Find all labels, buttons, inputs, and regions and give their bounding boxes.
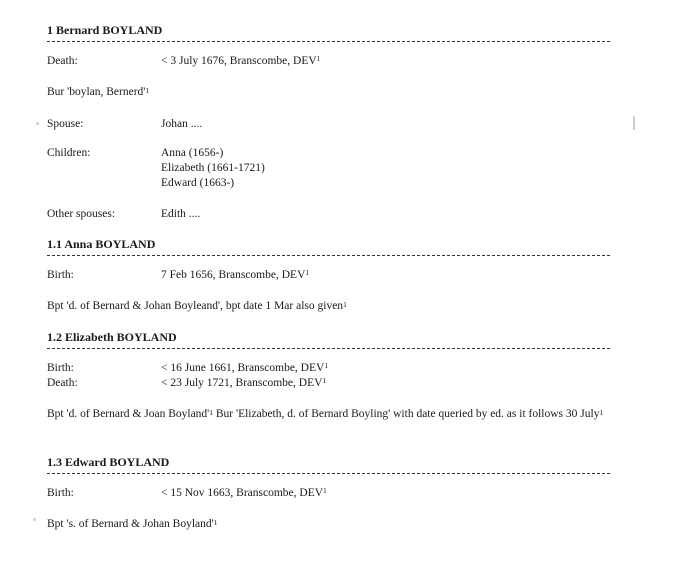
- death-label: Death:: [47, 55, 78, 67]
- spouse-label: Spouse:: [47, 118, 84, 130]
- section-elizabeth: [47, 330, 610, 349]
- birth-label: Birth:: [47, 362, 74, 374]
- birth-label: Birth:: [47, 269, 74, 281]
- scan-speck: [633, 116, 635, 130]
- birth-label: Birth:: [47, 487, 74, 499]
- scan-speck: [33, 518, 36, 521]
- other-spouses-label: Other spouses:: [47, 208, 116, 220]
- birth-value: < 16 June 1661, Branscombe, DEV$^1$: [161, 361, 329, 374]
- birth-value: 7 Feb 1656, Branscombe, DEV$^1$: [161, 268, 310, 281]
- dashed-divider: [47, 348, 610, 349]
- birth-value: < 15 Nov 1663, Branscombe, DEV$^1$: [161, 486, 327, 499]
- dashed-divider: [47, 473, 610, 474]
- burial-note: Bur 'boylan, $Bernerd'^1$: [47, 86, 150, 98]
- section-edward: [47, 455, 610, 474]
- children-label: Children:: [47, 147, 91, 159]
- child-item: Anna (1656-): [161, 147, 224, 159]
- child-item: Edward (1663-): [161, 177, 235, 189]
- baptism-note: Bpt 's. of Bernard & Johan $Boyland'^1$: [47, 518, 218, 530]
- person-heading: 1.2 Elizabeth BOYLAND: [47, 330, 177, 344]
- person-heading: 1.3 Edward BOYLAND: [47, 455, 170, 469]
- child-item: Elizabeth (1661-1721): [161, 162, 265, 174]
- death-label: Death:: [47, 377, 78, 389]
- section-bernard: [47, 23, 610, 42]
- baptism-burial-note: Bpt 'd. of Bernard & Joan $Boyland'^1$ Bur 'Elizabeth, d. of Bernard Boyling' with date queried by ed. as it follows 30 July$^1$: [47, 408, 604, 420]
- section-anna: [47, 237, 610, 256]
- spouse-value: Johan ....: [161, 118, 203, 130]
- person-heading: 1.1 Anna BOYLAND: [47, 237, 156, 251]
- death-value: < 23 July 1721, Branscombe, DEV$^1$: [161, 376, 327, 389]
- dashed-divider: [47, 255, 610, 256]
- scan-speck: [36, 122, 39, 125]
- baptism-note: Bpt 'd. of Bernard & Johan Boyleand', bpt date 1 Mar also given$^1$: [47, 300, 347, 312]
- dashed-divider: [47, 41, 610, 42]
- death-value: < 3 July 1676, Branscombe, DEV$^1$: [161, 54, 321, 67]
- person-heading: 1 Bernard BOYLAND: [47, 23, 163, 37]
- other-spouses-value: Edith ....: [161, 208, 201, 220]
